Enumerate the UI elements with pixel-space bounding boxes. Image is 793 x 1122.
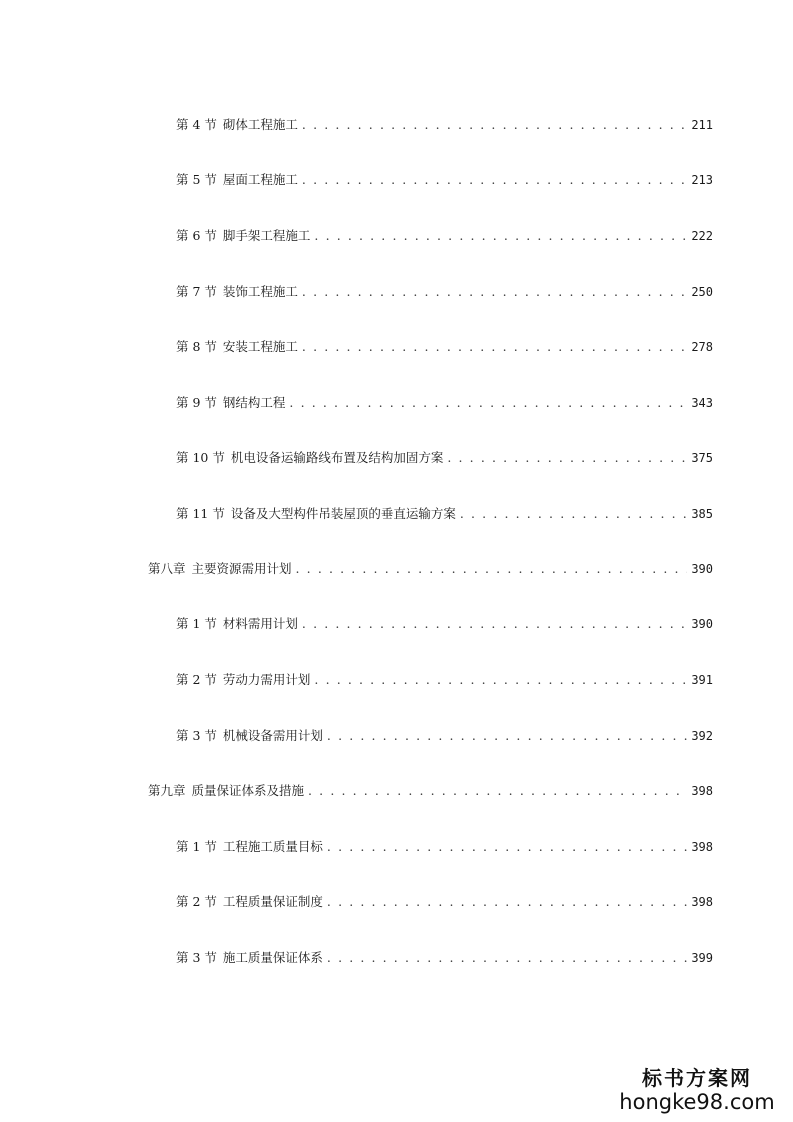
- toc-entry[interactable]: [176, 892, 713, 912]
- toc-entry-page: 213: [691, 173, 713, 187]
- toc-entry-title: 劳动力需用计划: [222, 672, 311, 687]
- toc-entry-prefix: 第 5 节: [176, 172, 217, 187]
- toc-entry-page: 392: [691, 729, 713, 743]
- toc-entry-page: 222: [691, 229, 713, 243]
- dot-leader: [302, 337, 687, 357]
- dot-leader: [447, 448, 687, 468]
- toc-entry-page: 399: [691, 951, 713, 965]
- toc-entry[interactable]: [176, 948, 713, 968]
- toc-entry-prefix: 第 9 节: [176, 395, 217, 410]
- toc-entry-title: 主要资源需用计划: [191, 561, 292, 576]
- toc-entry-page: 385: [691, 507, 713, 521]
- toc-entry-title: 工程施工质量目标: [222, 839, 323, 854]
- watermark-name: 标书方案网: [642, 1066, 752, 1090]
- toc-entry-title: 砌体工程施工: [222, 117, 298, 132]
- toc-chapter-entry[interactable]: [148, 559, 713, 579]
- toc-entry[interactable]: [176, 726, 713, 746]
- toc-entry[interactable]: [176, 282, 713, 302]
- toc-entry-title: 脚手架工程施工: [222, 228, 311, 243]
- toc-entry[interactable]: [176, 226, 713, 246]
- toc-entry-page: 250: [691, 285, 713, 299]
- toc-entry[interactable]: [176, 393, 713, 413]
- dot-leader: [302, 170, 687, 190]
- toc-entry-prefix: 第九章: [148, 783, 186, 798]
- dot-leader: [327, 837, 687, 857]
- dot-leader: [296, 559, 688, 579]
- toc-entry-page: 398: [691, 784, 713, 798]
- toc-entry-page: 375: [691, 451, 713, 465]
- dot-leader: [327, 892, 687, 912]
- toc-entry-title: 材料需用计划: [222, 616, 298, 631]
- toc-entry-title: 安装工程施工: [222, 339, 298, 354]
- toc-entry-prefix: 第 1 节: [176, 839, 217, 854]
- toc-entry-prefix: 第 3 节: [176, 728, 217, 743]
- toc-entry[interactable]: [176, 170, 713, 190]
- toc-entry-prefix: 第 10 节: [176, 450, 225, 465]
- toc-entry-prefix: 第 3 节: [176, 950, 217, 965]
- dot-leader: [460, 504, 687, 524]
- toc-entry-prefix: 第 8 节: [176, 339, 217, 354]
- toc-entry-page: 211: [691, 118, 713, 132]
- toc-entry-title: 质量保证体系及措施: [191, 783, 305, 798]
- toc-entry-prefix: 第 6 节: [176, 228, 217, 243]
- watermark-domain: hongke98.com: [619, 1090, 775, 1114]
- dot-leader: [289, 393, 687, 413]
- toc-entry-prefix: 第 7 节: [176, 284, 217, 299]
- dot-leader: [308, 781, 687, 801]
- toc-entry-title: 钢结构工程: [222, 395, 286, 410]
- site-watermark: [617, 1066, 777, 1114]
- toc-entry[interactable]: [176, 337, 713, 357]
- toc-entry-title: 机械设备需用计划: [222, 728, 323, 743]
- toc-entry-page: 278: [691, 340, 713, 354]
- toc-entry-prefix: 第 2 节: [176, 672, 217, 687]
- toc-entry-page: 391: [691, 673, 713, 687]
- toc-entry-prefix: 第 11 节: [176, 506, 225, 521]
- toc-entry-prefix: 第八章: [148, 561, 186, 576]
- toc-entry-title: 装饰工程施工: [222, 284, 298, 299]
- toc-entry[interactable]: [176, 115, 713, 135]
- toc-entry-page: 398: [691, 840, 713, 854]
- toc-entry-page: 343: [691, 396, 713, 410]
- toc-entry-title: 施工质量保证体系: [222, 950, 323, 965]
- toc-entry-title: 屋面工程施工: [222, 172, 298, 187]
- dot-leader: [314, 226, 687, 246]
- toc-entry[interactable]: [176, 670, 713, 690]
- dot-leader: [327, 726, 687, 746]
- toc-entry-page: 390: [691, 562, 713, 576]
- toc-entry[interactable]: [176, 837, 713, 857]
- toc-entry[interactable]: [176, 448, 713, 468]
- toc-entry[interactable]: [176, 614, 713, 634]
- toc-entry[interactable]: [176, 504, 713, 524]
- dot-leader: [302, 614, 687, 634]
- toc-entry-title: 工程质量保证制度: [222, 894, 323, 909]
- toc-entry-prefix: 第 2 节: [176, 894, 217, 909]
- toc-entry-page: 398: [691, 895, 713, 909]
- toc-entry-title: 设备及大型构件吊装屋顶的垂直运输方案: [230, 506, 456, 521]
- toc-entry-page: 390: [691, 617, 713, 631]
- dot-leader: [327, 948, 687, 968]
- dot-leader: [302, 282, 687, 302]
- dot-leader: [314, 670, 687, 690]
- toc-entry-prefix: 第 1 节: [176, 616, 217, 631]
- toc-chapter-entry[interactable]: [148, 781, 713, 801]
- toc-entry-title: 机电设备运输路线布置及结构加固方案: [230, 450, 444, 465]
- toc-entry-prefix: 第 4 节: [176, 117, 217, 132]
- dot-leader: [302, 115, 687, 135]
